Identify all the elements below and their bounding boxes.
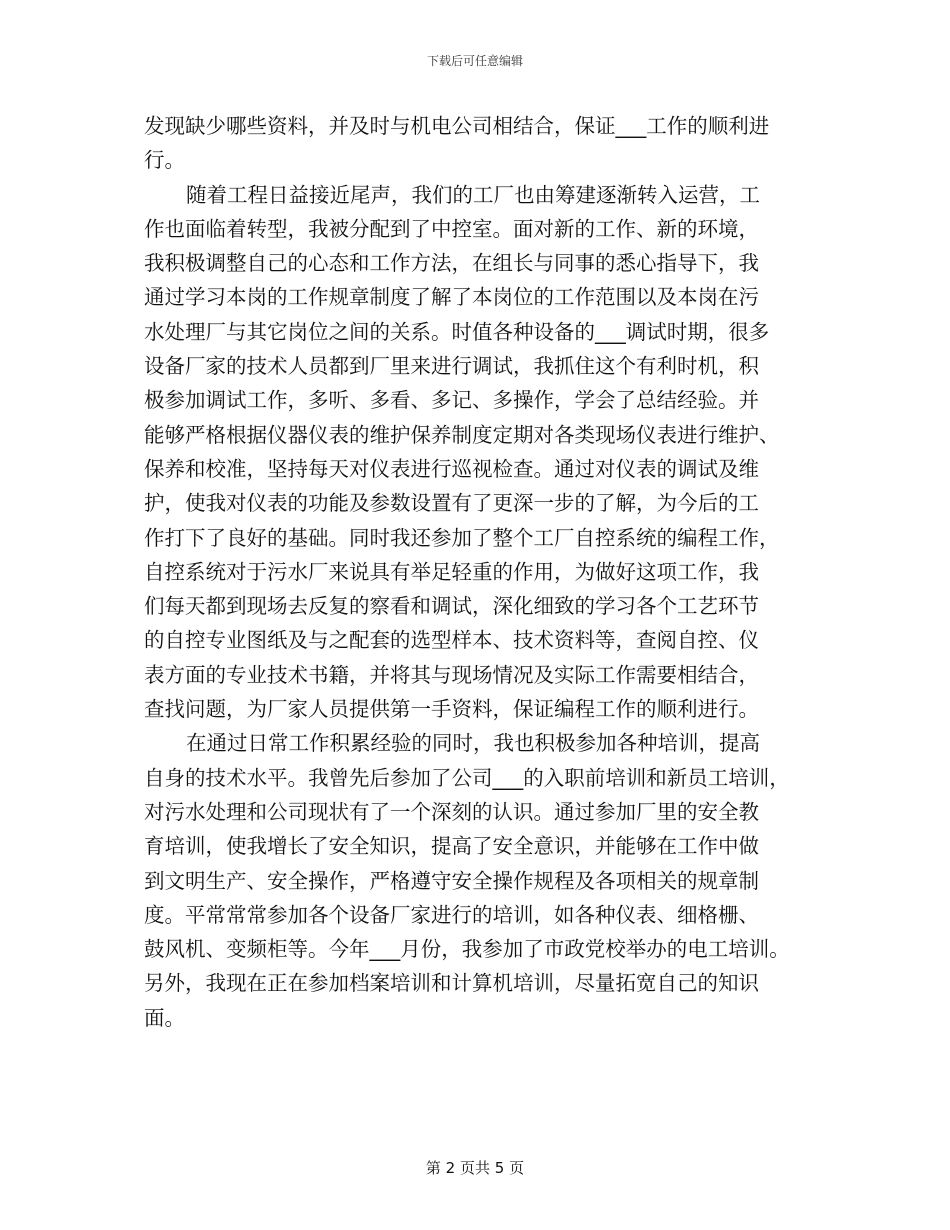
text-line: 极参加调试工作，多听、多看、多记、多操作，学会了总结经验。并 — [144, 388, 759, 413]
page-footer: 第 2 页共 5 页 — [425, 1159, 525, 1177]
text-line: 设备厂家的技术人员都到厂里来进行调试，我抓住这个有利时机，积 — [144, 354, 759, 379]
text-line: 能够严格根据仪器仪表的维护保养制度定期对各类现场仪表进行维护、 — [144, 422, 780, 447]
text-line: 表方面的专业技术书籍，并将其与现场情况及实际工作需要相结合， — [144, 662, 759, 687]
document-body — [144, 109, 808, 1035]
text-line: 随着工程日益接近尾声，我们的工厂也由筹建逐渐转入运营，工 — [186, 182, 760, 207]
text-line: 育培训，使我增长了安全知识，提高了安全意识，并能够在工作中做 — [144, 834, 759, 859]
text-line: 发现缺少哪些资料，并及时与机电公司相结合，保证___工作的顺利进 — [144, 114, 770, 138]
text-line: 作打下了良好的基础。同时我还参加了整个工厂自控系统的编程工作， — [144, 525, 780, 550]
text-line: 行。 — [144, 148, 185, 173]
text-line: 作也面临着转型，我被分配到了中控室。面对新的工作、新的环境， — [144, 216, 759, 241]
text-line: 面。 — [144, 1005, 185, 1030]
text-line: 我积极调整自己的心态和工作方法，在组长与同事的悉心指导下，我 — [144, 251, 759, 276]
text-line: 在通过日常工作积累经验的同时，我也积极参加各种培训，提高 — [186, 731, 760, 756]
page-header: 下载后可任意编辑 — [426, 54, 523, 68]
text-line: 鼓风机、变频柜等。今年___月份，我参加了市政党校举办的电工培训。 — [144, 937, 790, 962]
text-line: 到文明生产、安全操作，严格遵守安全操作规程及各项相关的规章制 — [144, 868, 759, 893]
text-line: 度。平常常常参加各个设备厂家进行的培训，如各种仪表、细格栅、 — [144, 902, 759, 927]
text-line: 对污水处理和公司现状有了一个深刻的认识。通过参加厂里的安全教 — [144, 799, 759, 824]
text-line: 自身的技术水平。我曾先后参加了公司___的入职前培训和新员工培训， — [144, 765, 790, 790]
text-line: 通过学习本岗的工作规章制度了解了本岗位的工作范围以及本岗在污 — [144, 285, 759, 310]
text-line: 的自控专业图纸及与之配套的选型样本、技术资料等，查阅自控、仪 — [144, 628, 759, 653]
text-line: 护，使我对仪表的功能及参数设置有了更深一步的了解，为今后的工 — [144, 491, 759, 516]
text-line: 自控系统对于污水厂来说具有举足轻重的作用，为做好这项工作，我 — [144, 559, 759, 584]
text-line: 们每天都到现场去反复的察看和调试，深化细致的学习各个工艺环节 — [144, 594, 759, 619]
text-line: 水处理厂与其它岗位之间的关系。时值各种设备的___调试时期，很多 — [144, 319, 770, 344]
text-line: 保养和校准，坚持每天对仪表进行巡视检查。通过对仪表的调试及维 — [144, 456, 759, 481]
text-line: 查找问题，为厂家人员提供第一手资料，保证编程工作的顺利进行。 — [144, 697, 759, 722]
text-line: 另外，我现在正在参加档案培训和计算机培训，尽量拓宽自己的知识 — [144, 971, 759, 996]
